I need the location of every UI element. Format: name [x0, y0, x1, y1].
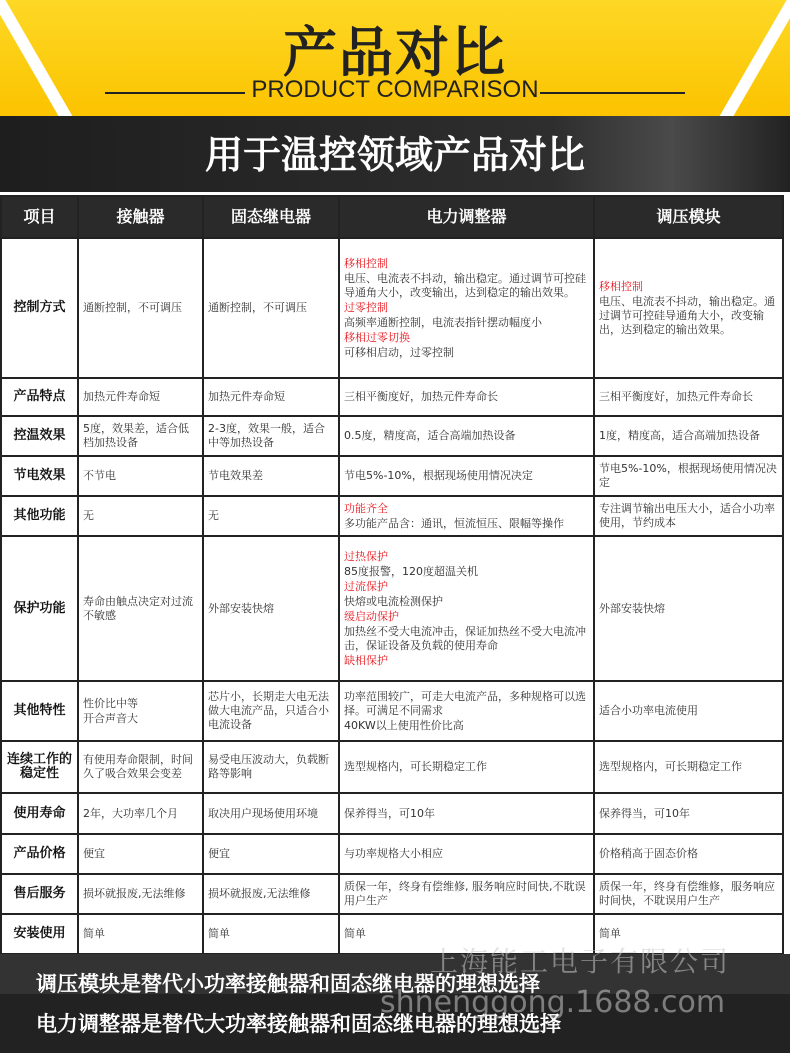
page-title: 产品对比: [283, 21, 507, 84]
cell-text: 保养得当，可10年: [344, 806, 435, 820]
cell-text: 损坏就报废,无法维修: [208, 887, 311, 900]
footer-line-1: 调压模块是替代小功率接触器和固态继电器的理想选择: [36, 972, 540, 996]
table-cell: [203, 793, 339, 834]
table-cell: [339, 416, 594, 456]
cell-text: 40KW以上使用性价比高: [344, 718, 464, 732]
cell-text: 与功率规格大小相应: [344, 847, 443, 860]
table-cell: [594, 681, 783, 741]
comparison-table: [0, 195, 784, 955]
table-row: [1, 496, 783, 536]
cell-text: 简单: [208, 927, 230, 940]
cell-text: 选型规格内，可长期稳定工作: [344, 760, 487, 773]
cell-text: 外部安装快熔: [599, 601, 665, 615]
cell-text: 不节电: [83, 469, 116, 482]
cell-text: 专注调节输出电压大小，适合小功率使用，节约成本: [599, 502, 775, 529]
table-cell: [203, 681, 339, 741]
feature-heading: 移相过零切换: [344, 330, 410, 344]
cell-text: 外部安装快熔: [208, 601, 274, 615]
table-cell: [594, 456, 783, 496]
cell-text: 质保一年，终身有偿维修，服务响应时间快，不耽误用户生产: [599, 880, 775, 907]
table-cell: [203, 874, 339, 914]
table-row: [1, 834, 783, 874]
row-label: 产品特点: [1, 378, 78, 416]
cell-text: 5度，效果差，适合低档加热设备: [83, 422, 189, 449]
cell-text: 简单: [344, 927, 366, 940]
table-cell: [594, 536, 783, 681]
row-label: 节电效果: [1, 456, 78, 496]
table-cell: [203, 378, 339, 416]
table-cell: [594, 238, 783, 378]
column-header: 项目: [1, 196, 78, 238]
feature-heading: 过热保护: [344, 549, 388, 563]
row-label: 控温效果: [1, 416, 78, 456]
divider: [540, 92, 685, 94]
table-row: [1, 378, 783, 416]
table-row: [1, 536, 783, 681]
table-cell: [78, 456, 203, 496]
table-cell: [78, 238, 203, 378]
row-label: 控制方式: [1, 238, 78, 378]
cell-text: 加热元件寿命短: [208, 390, 285, 403]
table-cell: [78, 681, 203, 741]
table-row: [1, 238, 783, 378]
section-banner: [0, 116, 790, 192]
table-cell: [78, 496, 203, 536]
cell-text: 选型规格内，可长期稳定工作: [599, 760, 742, 773]
cell-text: 便宜: [83, 847, 105, 860]
section-title: 用于温控领域产品对比: [204, 133, 585, 177]
table-cell: [339, 741, 594, 793]
table-cell: [339, 536, 594, 681]
table-cell: [339, 456, 594, 496]
header-banner: [0, 0, 790, 116]
table-cell: [594, 378, 783, 416]
cell-text: 加热丝不受大电流冲击，保证加热丝不受大电流冲击，保证设备及负载的使用寿命: [344, 624, 586, 652]
cell-text: 快熔或电流检测保护: [344, 594, 443, 608]
table-row: [1, 681, 783, 741]
footer-line-2: 电力调整器是替代大功率接触器和固态继电器的理想选择: [36, 1012, 561, 1036]
cell-text: 无: [83, 509, 94, 522]
cell-text: 1度，精度高，适合高端加热设备: [599, 429, 760, 442]
table-cell: [594, 496, 783, 536]
row-label: 使用寿命: [1, 793, 78, 834]
cell-text: 电压、电流表不抖动，输出稳定。通过调节可控硅导通角大小，改变输出，达到稳定的输出效果。: [599, 294, 775, 336]
cell-text: 高频率通断控制，电流表指针摆动幅度小: [344, 315, 542, 329]
cell-text: 无: [208, 509, 219, 522]
row-label: 售后服务: [1, 874, 78, 914]
feature-heading: 缓启动保护: [344, 609, 399, 623]
table-cell: [203, 496, 339, 536]
feature-heading: 过零控制: [344, 300, 388, 314]
cell-text: 易受电压波动大，负载断路等影响: [208, 753, 329, 780]
cell-text: 质保一年，终身有偿维修, 服务响应时间快,不耽误用户生产: [344, 880, 586, 907]
table-cell: [203, 536, 339, 681]
cell-text: 通断控制，不可调压: [83, 301, 182, 314]
cell-text: 节电5%-10%，根据现场使用情况决定: [344, 469, 533, 482]
cell-text: 适合小功率电流使用: [599, 704, 698, 717]
table-cell: [339, 834, 594, 874]
column-header: 调压模块: [594, 196, 783, 238]
cell-text: 2年，大功率几个月: [83, 806, 178, 820]
row-label: 其他功能: [1, 496, 78, 536]
cell-text: 性价比中等: [83, 696, 138, 710]
feature-heading: 缺相保护: [344, 653, 388, 667]
table-cell: [203, 416, 339, 456]
cell-text: 节电5%-10%，根据现场使用情况决定: [599, 462, 777, 489]
table-cell: [339, 874, 594, 914]
row-label: 安装使用: [1, 914, 78, 954]
table-cell: [594, 874, 783, 914]
row-label: 连续工作的稳定性: [1, 741, 78, 793]
table-cell: [339, 378, 594, 416]
row-label: 产品价格: [1, 834, 78, 874]
cell-text: 价格稍高于固态价格: [599, 847, 698, 860]
cell-text: 开合声音大: [83, 711, 138, 725]
table-cell: [203, 834, 339, 874]
cell-text: 芯片小，长期走大电无法做大电流产品，只适合小电流设备: [208, 690, 329, 731]
table-cell: [203, 914, 339, 954]
cell-text: 0.5度，精度高，适合高端加热设备: [344, 429, 516, 442]
cell-text: 85度报警，120度超温关机: [344, 564, 478, 578]
cell-text: 损坏就报废,无法维修: [83, 887, 186, 900]
row-label: 其他特性: [1, 681, 78, 741]
table-cell: [78, 416, 203, 456]
table-cell: [78, 378, 203, 416]
table-row: [1, 741, 783, 793]
watermark-company: 上海能工电子有限公司: [430, 945, 731, 978]
cell-text: 取决用户现场使用环境: [208, 806, 318, 820]
cell-text: 可移相启动，过零控制: [344, 345, 454, 359]
table-cell: [594, 793, 783, 834]
cell-text: 电压、电流表不抖动，输出稳定。通过调节可控硅导通角大小，改变输出，达到稳定的输出效果。: [344, 271, 586, 299]
table-cell: [78, 793, 203, 834]
table-row: [1, 793, 783, 834]
cell-text: 三相平衡度好，加热元件寿命长: [599, 390, 753, 403]
cell-text: 简单: [83, 927, 105, 940]
cell-text: 多功能产品含：通讯，恒流恒压、限幅等操作: [344, 516, 564, 530]
cell-text: 2-3度，效果一般，适合中等加热设备: [208, 422, 325, 449]
column-header: 电力调整器: [339, 196, 594, 238]
table-row: [1, 416, 783, 456]
table-cell: [78, 741, 203, 793]
table-cell: [203, 238, 339, 378]
column-header: 固态继电器: [203, 196, 339, 238]
table-cell: [594, 834, 783, 874]
table-cell: [594, 416, 783, 456]
table-cell: [78, 874, 203, 914]
cell-text: 有使用寿命限制，时间久了吸合效果会变差: [83, 753, 193, 780]
table-cell: [339, 238, 594, 378]
table-cell: [203, 456, 339, 496]
feature-heading: 过流保护: [344, 579, 388, 593]
cell-text: 便宜: [208, 847, 230, 860]
cell-text: 寿命由触点决定对过流不敏感: [83, 594, 193, 622]
cell-text: 简单: [599, 927, 621, 940]
table-row: [1, 456, 783, 496]
cell-text: 功率范围较广，可走大电流产品，多种规格可以选择。可满足不同需求: [344, 689, 586, 717]
cell-text: 三相平衡度好，加热元件寿命长: [344, 390, 498, 403]
page-subtitle: PRODUCT COMPARISON: [251, 76, 539, 103]
table-cell: [78, 834, 203, 874]
table-cell: [339, 681, 594, 741]
feature-heading: 移相控制: [344, 256, 388, 270]
feature-heading: 移相控制: [599, 279, 643, 293]
row-label: 保护功能: [1, 536, 78, 681]
table-cell: [594, 741, 783, 793]
column-header: 接触器: [78, 196, 203, 238]
table-row: [1, 874, 783, 914]
table-cell: [78, 914, 203, 954]
watermark-url: shnenggong.1688.com: [380, 985, 726, 1020]
table-header: [1, 196, 783, 238]
table-cell: [203, 741, 339, 793]
cell-text: 节电效果差: [208, 469, 263, 482]
table-cell: [78, 536, 203, 681]
cell-text: 通断控制，不可调压: [208, 301, 307, 314]
cell-text: 保养得当，可10年: [599, 806, 690, 820]
table-cell: [339, 496, 594, 536]
table-cell: [339, 793, 594, 834]
cell-text: 加热元件寿命短: [83, 390, 160, 403]
feature-heading: 功能齐全: [344, 501, 388, 515]
